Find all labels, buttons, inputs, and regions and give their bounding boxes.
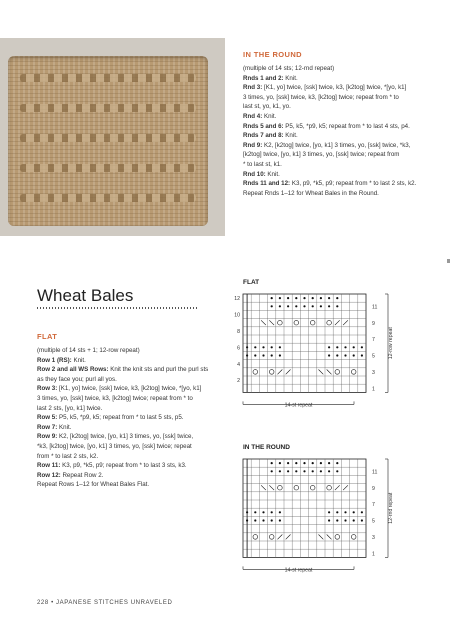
chart-flat-row-number: 11 bbox=[372, 304, 378, 311]
chart-round-purl-dot bbox=[271, 519, 273, 521]
flat-line-label: Row 7: bbox=[37, 423, 60, 431]
flat-line-label: Row 3: bbox=[37, 385, 60, 393]
chart-round-purl-dot bbox=[336, 511, 338, 513]
flat-line: *k3, [k2tog] twice, [yo, k1] 3 times, yo, [ssk] twice; repeat bbox=[37, 442, 192, 450]
chart-round-yo-mark bbox=[310, 485, 315, 490]
flat-line-label: Row 2 and all WS Rows: bbox=[37, 366, 111, 374]
chart-flat-ssk-mark bbox=[319, 370, 324, 375]
title-underline bbox=[37, 307, 197, 309]
chart-round-yo-mark bbox=[253, 535, 258, 540]
chart-flat-yo-mark bbox=[351, 370, 356, 375]
chart-round-purl-dot bbox=[271, 462, 273, 464]
flat-line: last 2 sts, [yo, k1] twice. bbox=[37, 404, 103, 412]
flat-line: Row 12: Repeat Row 2. bbox=[37, 471, 104, 479]
chart-round-vrepeat-label: 12-rnd repeat bbox=[388, 492, 394, 524]
chart-flat-purl-dot bbox=[328, 346, 330, 348]
chart-round-row-number: 11 bbox=[372, 469, 378, 476]
chart-round-purl-dot bbox=[303, 470, 305, 472]
chart-flat-purl-dot bbox=[320, 297, 322, 299]
chart-flat-purl-dot bbox=[361, 354, 363, 356]
chart-round-yo-mark bbox=[294, 485, 299, 490]
chart-flat-purl-dot bbox=[271, 354, 273, 356]
round-line-label: Rnds 7 and 8: bbox=[243, 132, 286, 140]
chart-flat-yo-mark bbox=[294, 320, 299, 325]
round-line-label: Rnds 5 and 6: bbox=[243, 122, 286, 130]
chart-flat-k2tog-mark bbox=[335, 320, 340, 325]
round-line: 3 times, yo, [ssk] twice, k3, [k2tog] twice; repeat from * to bbox=[243, 93, 399, 101]
round-line: Rnd 9: K2, [k2tog] twice, [yo, k1] 3 times, yo, [ssk] twice, *k3, bbox=[243, 141, 411, 149]
chart-round-yo-mark bbox=[327, 485, 332, 490]
chart-flat-purl-dot bbox=[328, 305, 330, 307]
chart-flat-purl-dot bbox=[353, 354, 355, 356]
chart-round-purl-dot bbox=[295, 470, 297, 472]
chart-flat-yo-mark bbox=[278, 320, 283, 325]
round-line-label: Rnds 11 and 12: bbox=[243, 180, 292, 188]
chart-round-purl-dot bbox=[328, 519, 330, 521]
round-line: Rnd 10: Knit. bbox=[243, 170, 280, 178]
chart-flat-purl-dot bbox=[279, 354, 281, 356]
chart-flat-purl-dot bbox=[328, 354, 330, 356]
chart-flat-row-number: 5 bbox=[372, 353, 375, 360]
edge-tick bbox=[447, 259, 450, 263]
chart-round-row-number: 9 bbox=[372, 485, 375, 492]
chart-round-purl-dot bbox=[295, 462, 297, 464]
chart-round-purl-dot bbox=[328, 511, 330, 513]
chart-flat-row-number-left: 8 bbox=[237, 328, 240, 335]
chart-flat-purl-dot bbox=[336, 305, 338, 307]
chart-round-k2tog-mark bbox=[335, 485, 340, 490]
chart-flat-yo-mark bbox=[310, 320, 315, 325]
chart-round-row-number: 3 bbox=[372, 534, 375, 541]
chart-flat-vrepeat-label: 12-row repeat bbox=[388, 327, 394, 360]
chart-round-k2tog-mark bbox=[343, 485, 348, 490]
chart-round-row-number: 5 bbox=[372, 518, 375, 525]
chart-flat-row-number-left: 10 bbox=[234, 312, 240, 319]
flat-line-label: Row 5: bbox=[37, 414, 60, 422]
knitted-swatch bbox=[8, 56, 208, 226]
chart-round-purl-dot bbox=[246, 519, 248, 521]
flat-line: 3 times, yo, [ssk] twice, k3, [k2tog] twice; repeat from * to bbox=[37, 394, 193, 402]
chart-flat-ssk-mark bbox=[327, 370, 332, 375]
chart-round-repeat-label: 14-st repeat bbox=[284, 567, 313, 574]
chart-flat-ssk-mark bbox=[261, 320, 266, 325]
chart-round-purl-dot bbox=[262, 511, 264, 513]
chart-flat-row-number: 1 bbox=[372, 386, 375, 393]
chart-flat-row-number-left: 4 bbox=[237, 361, 240, 368]
chart-round-purl-dot bbox=[279, 519, 281, 521]
chart-flat-row-number-left: 6 bbox=[237, 345, 240, 352]
flat-line: as they face you; purl all yos. bbox=[37, 375, 117, 383]
flat-line: Row 1 (RS): Knit. bbox=[37, 356, 86, 364]
flat-line-label: Row 9: bbox=[37, 433, 60, 441]
chart-round-purl-dot bbox=[287, 462, 289, 464]
chart-round-purl-dot bbox=[344, 511, 346, 513]
chart-round-purl-dot bbox=[344, 519, 346, 521]
chart-flat-row-number-left: 2 bbox=[237, 378, 240, 385]
chart-flat-purl-dot bbox=[295, 297, 297, 299]
chart-flat-row-number: 7 bbox=[372, 337, 375, 344]
chart-flat-purl-dot bbox=[361, 346, 363, 348]
chart-flat-purl-dot bbox=[287, 297, 289, 299]
round-line-label: Rnd 9: bbox=[243, 141, 264, 149]
chart-flat-purl-dot bbox=[303, 305, 305, 307]
chart-flat-purl-dot bbox=[254, 346, 256, 348]
chart-flat-row-number: 9 bbox=[372, 320, 375, 327]
chart-flat-purl-dot bbox=[279, 297, 281, 299]
chart-round-purl-dot bbox=[353, 511, 355, 513]
round-line: Rnds 7 and 8: Knit. bbox=[243, 132, 298, 140]
chart-flat-purl-dot bbox=[328, 297, 330, 299]
chart-flat-ssk-mark bbox=[269, 320, 274, 325]
chart-flat-purl-dot bbox=[287, 305, 289, 307]
flat-line: Repeat Rows 1–12 for Wheat Bales Flat. bbox=[37, 481, 150, 489]
chart-flat-purl-dot bbox=[254, 354, 256, 356]
chart-round-purl-dot bbox=[279, 462, 281, 464]
chart-round-purl-dot bbox=[287, 470, 289, 472]
chart-round-purl-dot bbox=[312, 470, 314, 472]
page-footer: 228 • JAPANESE STITCHES UNRAVELED bbox=[37, 600, 173, 606]
chart-flat-purl-dot bbox=[312, 297, 314, 299]
chart-round-k2tog-mark bbox=[278, 535, 283, 540]
page-title: Wheat Bales bbox=[37, 286, 134, 305]
chart-round-k2tog-mark bbox=[286, 535, 291, 540]
round-line: Rnds 5 and 6: P5, k5, *p9, k5; repeat from * to last 4 sts, p4. bbox=[243, 122, 410, 130]
chart-flat-purl-dot bbox=[344, 346, 346, 348]
chart-flat-purl-dot bbox=[246, 346, 248, 348]
chart-round-grid-border bbox=[243, 459, 366, 557]
round-line: Rnd 4: Knit. bbox=[243, 112, 277, 120]
chart-flat-purl-dot bbox=[295, 305, 297, 307]
round-line: (multiple of 14 sts; 12-rnd repeat) bbox=[243, 65, 335, 72]
flat-line-label: Row 11: bbox=[37, 462, 63, 470]
chart-flat-purl-dot bbox=[336, 354, 338, 356]
chart-round-purl-dot bbox=[328, 462, 330, 464]
chart-round-yo-mark bbox=[269, 535, 274, 540]
flat-heading: FLAT bbox=[37, 332, 58, 341]
chart-round-ssk-mark bbox=[269, 485, 274, 490]
chart-round-purl-dot bbox=[336, 462, 338, 464]
chart-round-purl-dot bbox=[262, 519, 264, 521]
chart-flat-purl-dot bbox=[312, 305, 314, 307]
chart-round-row-number: 1 bbox=[372, 551, 375, 558]
chart-round-purl-dot bbox=[361, 511, 363, 513]
round-line-label: Rnd 10: bbox=[243, 170, 268, 178]
round-line: Repeat Rnds 1–12 for Wheat Bales in the Round. bbox=[243, 189, 379, 197]
chart-round-ssk-mark bbox=[319, 535, 324, 540]
chart-flat-row-number: 3 bbox=[372, 369, 375, 376]
chart-flat-purl-dot bbox=[353, 346, 355, 348]
round-line: Rnds 11 and 12: K3, p9, *k5, p9; repeat from * to last 2 sts, k2. bbox=[243, 180, 417, 188]
round-instructions bbox=[243, 64, 448, 198]
chart-round-purl-dot bbox=[336, 519, 338, 521]
chart-flat-k2tog-mark bbox=[286, 370, 291, 375]
chart-round-purl-dot bbox=[279, 511, 281, 513]
chart-round-purl-dot bbox=[303, 462, 305, 464]
chart-flat-yo-mark bbox=[335, 370, 340, 375]
chart-flat-purl-dot bbox=[344, 354, 346, 356]
chart-round-ssk-mark bbox=[261, 485, 266, 490]
chart-flat-yo-mark bbox=[269, 370, 274, 375]
flat-line: Row 3: [K1, yo] twice, [ssk] twice, k3, [k2tog] twice, *[yo, k1] bbox=[37, 385, 202, 393]
chart-round-purl-dot bbox=[254, 511, 256, 513]
chart-flat-purl-dot bbox=[279, 346, 281, 348]
flat-line: Row 2 and all WS Rows: Knit the knit sts and purl the purl sts bbox=[37, 366, 209, 374]
flat-line: Row 11: K3, p9, *k5, p9; repeat from * to last 3 sts, k3. bbox=[37, 462, 187, 470]
chart-round-purl-dot bbox=[361, 519, 363, 521]
chart-round-purl-dot bbox=[271, 511, 273, 513]
chart-round-purl-dot bbox=[336, 470, 338, 472]
flat-line: (multiple of 14 sts + 1; 12-row repeat) bbox=[37, 347, 140, 354]
round-heading: IN THE ROUND bbox=[243, 50, 302, 59]
chart-flat-purl-dot bbox=[320, 305, 322, 307]
chart-flat-purl-dot bbox=[271, 297, 273, 299]
chart-round-row-number: 7 bbox=[372, 502, 375, 509]
flat-line-label: Row 1 (RS): bbox=[37, 356, 74, 364]
round-line-label: Rnds 1 and 2: bbox=[243, 74, 286, 82]
chart-round-label: IN THE ROUND bbox=[243, 444, 290, 451]
chart-flat-yo-mark bbox=[327, 320, 332, 325]
round-line-label: Rnd 4: bbox=[243, 112, 264, 120]
round-line: Rnd 3: [K1, yo] twice, [ssk] twice, k3, [k2tog] twice, *[yo, k1] bbox=[243, 84, 407, 92]
chart-flat-purl-dot bbox=[262, 346, 264, 348]
chart-flat-purl-dot bbox=[246, 354, 248, 356]
chart-flat-purl-dot bbox=[262, 354, 264, 356]
chart-round-purl-dot bbox=[328, 470, 330, 472]
chart-flat-k2tog-mark bbox=[278, 370, 283, 375]
chart-flat-purl-dot bbox=[336, 297, 338, 299]
chart-round-purl-dot bbox=[320, 470, 322, 472]
flat-line: Row 7: Knit. bbox=[37, 423, 72, 431]
chart-flat-k2tog-mark bbox=[343, 320, 348, 325]
flat-instructions bbox=[37, 346, 242, 490]
flat-line: Row 5: P5, k5, *p9, k5; repeat from * to last 5 sts, p5. bbox=[37, 414, 184, 422]
flat-line: Row 9: K2, [k2tog] twice, [yo, k1] 3 times, yo, [ssk] twice, bbox=[37, 433, 194, 441]
chart-flat-grid-border bbox=[243, 294, 366, 392]
round-line: last st, yo, k1, yo. bbox=[243, 103, 291, 111]
chart-flat-yo-mark bbox=[253, 370, 258, 375]
chart-round-purl-dot bbox=[254, 519, 256, 521]
round-line: [k2tog] twice, [yo, k1] 3 times, yo, [ssk] twice; repeat from bbox=[243, 151, 400, 159]
chart-round-ssk-mark bbox=[327, 535, 332, 540]
chart-flat-purl-dot bbox=[279, 305, 281, 307]
chart-round-purl-dot bbox=[271, 470, 273, 472]
flat-line-label: Row 12: bbox=[37, 471, 63, 479]
swatch-photo bbox=[0, 38, 225, 236]
chart-flat-repeat-label: 14-st repeat bbox=[284, 402, 313, 409]
chart-flat-label: FLAT bbox=[243, 279, 260, 286]
chart-round-purl-dot bbox=[353, 519, 355, 521]
chart-round-purl-dot bbox=[279, 470, 281, 472]
chart-round-purl-dot bbox=[246, 511, 248, 513]
chart-flat-purl-dot bbox=[271, 305, 273, 307]
chart-round-purl-dot bbox=[320, 462, 322, 464]
round-line: * to last st, k1. bbox=[243, 160, 282, 168]
round-line-label: Rnd 3: bbox=[243, 84, 264, 92]
chart-flat-purl-dot bbox=[271, 346, 273, 348]
chart-round-yo-mark bbox=[351, 535, 356, 540]
flat-line: from * to last 2 sts, k2. bbox=[37, 452, 99, 460]
chart-round-purl-dot bbox=[312, 462, 314, 464]
round-line: Rnds 1 and 2: Knit. bbox=[243, 74, 298, 82]
chart-flat-row-number-left: 12 bbox=[234, 296, 240, 303]
chart-round-yo-mark bbox=[278, 485, 283, 490]
chart-flat-purl-dot bbox=[336, 346, 338, 348]
chart-round-yo-mark bbox=[335, 535, 340, 540]
chart-flat-purl-dot bbox=[303, 297, 305, 299]
